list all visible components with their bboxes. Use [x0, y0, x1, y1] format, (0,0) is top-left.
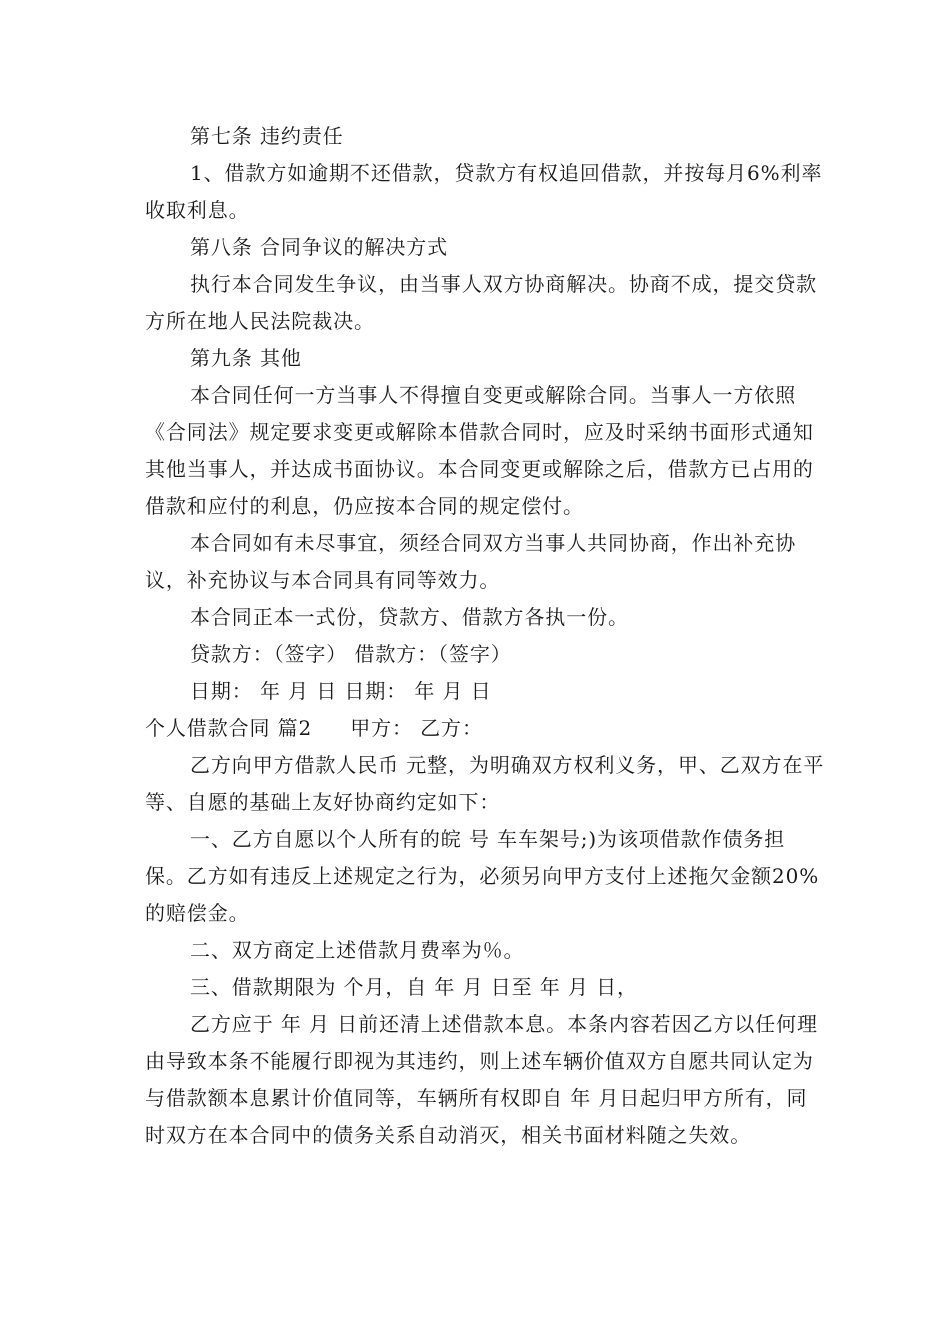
- contract-2-paragraph-5: 乙方应于 年 月 日前还清上述借款本息。本条内容若因乙方以任何理由导致本条不能履行即视为其违约，则上述车辆价值双方自愿共同认定为与借款额本息累计价值同等，车辆所有权即自 年 月日起归甲方所有，同时双方在本合同中的债务关系自动消灭，相关书面材料随之失效。: [145, 1012, 818, 1147]
- signature-line: 贷款方：（签字） 借款方：（签字）: [190, 642, 512, 666]
- contract-2-paragraph-2: 一、乙方自愿以个人所有的皖 号 车车架号;)为该项借款作债务担保。乙方如有违反上述规定之行为，必须另向甲方支付上述拖欠金额20%的赔偿金。: [145, 827, 820, 925]
- article-7-title: 第七条 违约责任: [190, 124, 344, 148]
- article-7-paragraph-1: 1、借款方如逾期不还借款，贷款方有权追回借款，并按每月6%利率收取利息。: [145, 161, 823, 222]
- contract-2-title: 个人借款合同 篇2: [145, 716, 313, 740]
- contract-2-title-line: [145, 710, 825, 747]
- article-9-paragraph-1: 本合同任何一方当事人不得擅自变更或解除合同。当事人一方依照《合同法》规定要求变更或解除本借款合同时，应及时采纳书面形式通知其他当事人，并达成书面协议。本合同变更或解除之后，借款方已占用的借款和应付的利息，仍应按本合同的规定偿付。: [145, 383, 814, 518]
- article-9-title: 第九条 其他: [190, 346, 302, 370]
- article-9-paragraph-3: 本合同正本一式份，贷款方、借款方各执一份。: [190, 605, 629, 629]
- article-9-paragraph-2: 本合同如有未尽事宜，须经合同双方当事人共同协商，作出补充协议，补充协议与本合同具有同等效力。: [145, 531, 797, 592]
- contract-2-paragraph-4: 三、借款期限为 个月，自 年 月 日至 年 月 日，: [190, 975, 638, 999]
- contract-2-paragraph-3: 二、双方商定上述借款月费率为％。: [190, 938, 525, 962]
- article-8-paragraph-1: 执行本合同发生争议，由当事人双方协商解决。协商不成，提交贷款方所在地人民法院裁决。: [145, 272, 817, 333]
- date-line: 日期： 年 月 日 日期： 年 月 日: [190, 679, 492, 703]
- article-8-title: 第八条 合同争议的解决方式: [190, 235, 449, 259]
- contract-2-parties: 甲方： 乙方：: [350, 716, 483, 740]
- contract-2-paragraph-1: 乙方向甲方借款人民币 元整，为明确双方权利义务，甲、乙双方在平等、自愿的基础上友好协商约定如下：: [145, 753, 825, 814]
- document-body: [145, 118, 825, 1154]
